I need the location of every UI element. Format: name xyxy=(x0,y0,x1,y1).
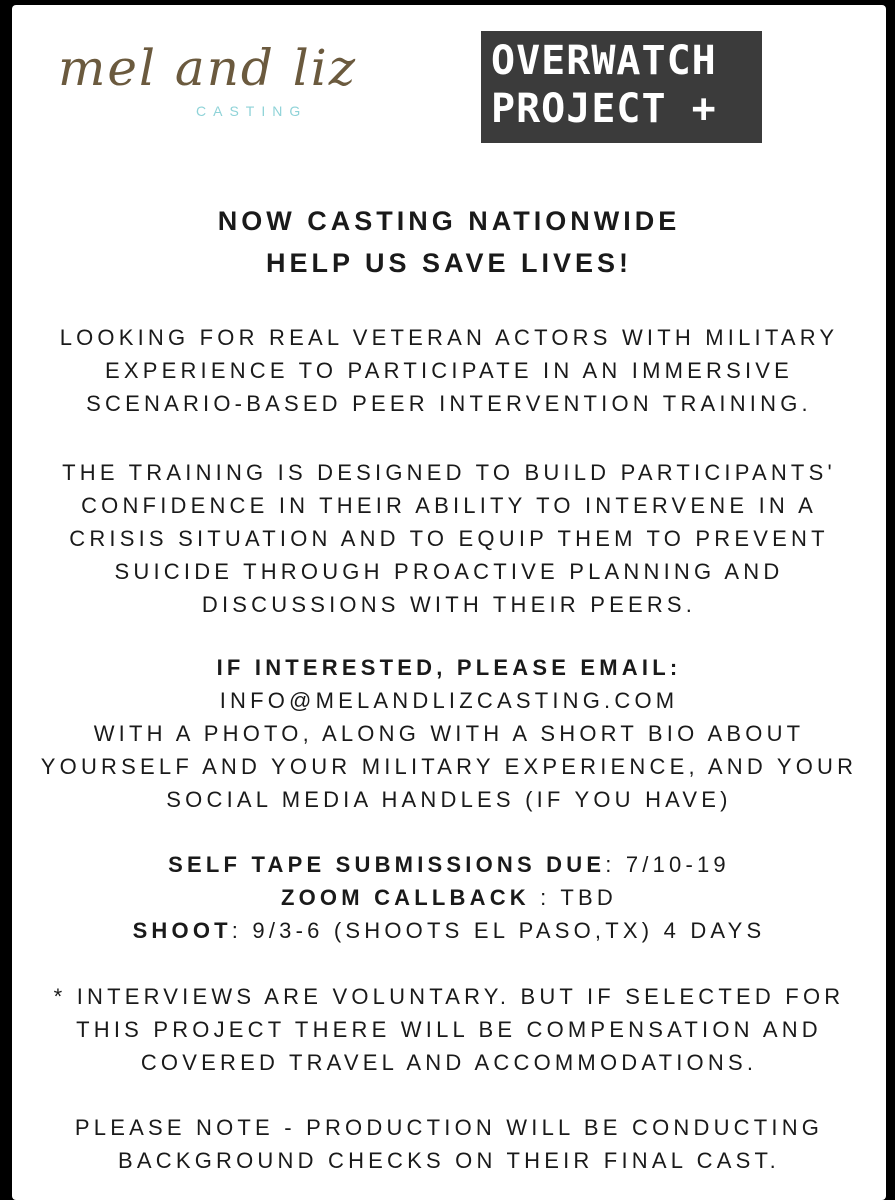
self-tape-label: SELF TAPE SUBMISSIONS DUE xyxy=(168,852,606,877)
self-tape-value: : 7/10-19 xyxy=(605,852,730,877)
training-paragraph xyxy=(12,456,886,621)
headline xyxy=(12,200,886,284)
zoom-callback-line xyxy=(12,881,886,914)
intro-line1: LOOKING FOR REAL VETERAN ACTORS WITH MILITARY xyxy=(59,325,839,350)
shoot-label: SHOOT xyxy=(132,918,232,943)
training-line4: SUICIDE THROUGH PROACTIVE PLANNING AND xyxy=(114,559,784,584)
mel-and-liz-logo xyxy=(58,39,468,133)
overwatch-project-logo xyxy=(481,31,762,143)
contact-paragraph xyxy=(12,651,886,816)
background-line1: PLEASE NOTE - PRODUCTION WILL BE CONDUCTING xyxy=(74,1115,824,1140)
zoom-callback-value: : TBD xyxy=(529,885,618,910)
intro-paragraph xyxy=(12,321,886,420)
contact-heading: IF INTERESTED, PLEASE EMAIL: xyxy=(216,655,682,680)
overwatch-logo-line2: PROJECT + xyxy=(491,86,717,132)
headline-line1: NOW CASTING NATIONWIDE xyxy=(217,206,681,236)
contact-line2: YOURSELF AND YOUR MILITARY EXPERIENCE, AND YOUR xyxy=(40,754,858,779)
zoom-callback-label: ZOOM CALLBACK xyxy=(280,885,530,910)
shoot-line xyxy=(12,914,886,947)
casting-subtitle: CASTING xyxy=(196,103,308,119)
interviews-note xyxy=(12,980,886,1079)
contact-line1: WITH A PHOTO, ALONG WITH A SHORT BIO ABOUT xyxy=(93,721,805,746)
training-line3: CRISIS SITUATION AND TO EQUIP THEM TO PREVENT xyxy=(69,526,829,551)
contact-email: INFO@MELANDLIZCASTING.COM xyxy=(219,688,679,713)
training-line2: CONFIDENCE IN THEIR ABILITY TO INTERVENE IN A xyxy=(81,493,817,518)
interviews-line2: THIS PROJECT THERE WILL BE COMPENSATION AND xyxy=(76,1017,822,1042)
interviews-line1: * INTERVIEWS ARE VOLUNTARY. BUT IF SELECTED FOR xyxy=(53,984,845,1009)
shoot-value: : 9/3-6 (SHOOTS EL PASO,TX) 4 DAYS xyxy=(231,918,766,943)
training-line5: DISCUSSIONS WITH THEIR PEERS. xyxy=(201,592,697,617)
intro-line3: SCENARIO-BASED PEER INTERVENTION TRAINING. xyxy=(86,391,812,416)
self-tape-line xyxy=(12,848,886,881)
mel-and-liz-script: mel and liz xyxy=(58,39,358,97)
flyer-page xyxy=(12,5,886,1200)
intro-line2: EXPERIENCE TO PARTICIPATE IN AN IMMERSIVE xyxy=(104,358,794,383)
overwatch-logo-line1: OVERWATCH xyxy=(491,38,717,84)
interviews-line3: COVERED TRAVEL AND ACCOMMODATIONS. xyxy=(140,1050,758,1075)
contact-line3: SOCIAL MEDIA HANDLES (IF YOU HAVE) xyxy=(166,787,732,812)
background-line2: BACKGROUND CHECKS ON THEIR FINAL CAST. xyxy=(117,1148,780,1173)
training-line1: THE TRAINING IS DESIGNED TO BUILD PARTICIPANTS' xyxy=(62,460,836,485)
headline-line2: HELP US SAVE LIVES! xyxy=(265,248,633,278)
background-check-note xyxy=(12,1111,886,1177)
schedule-paragraph xyxy=(12,848,886,947)
